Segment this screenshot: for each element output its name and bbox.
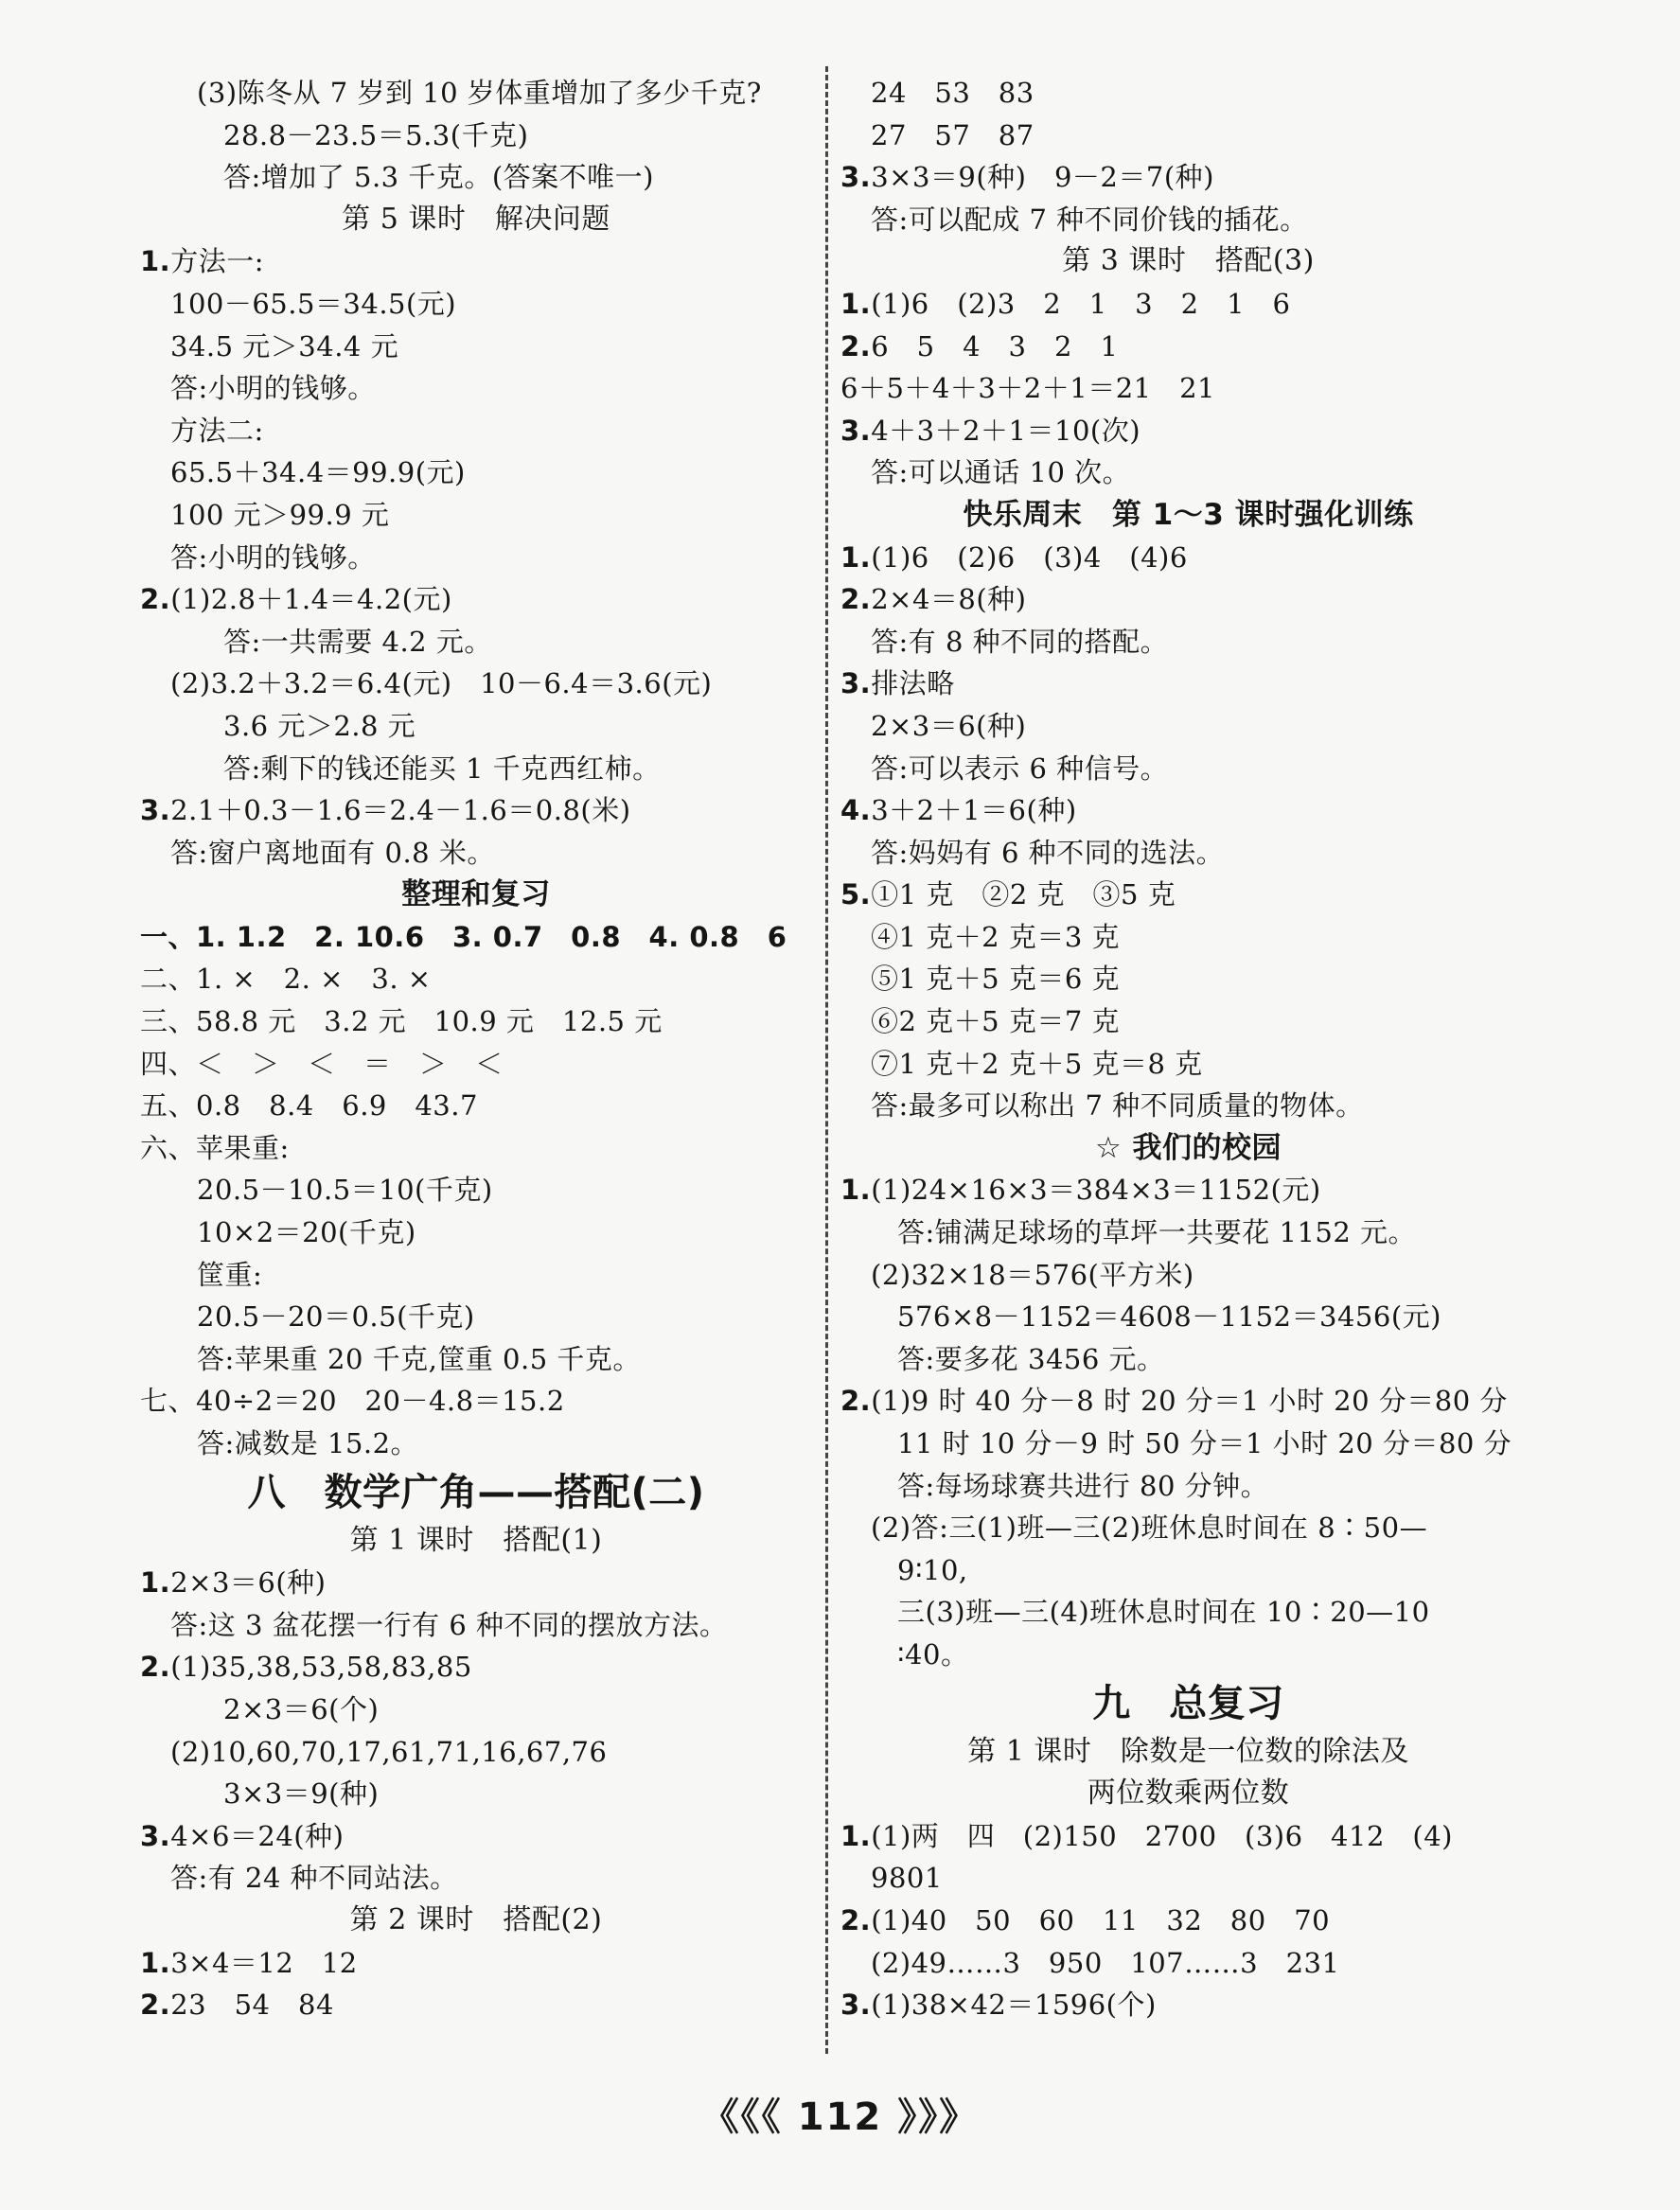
line-text: ④1 克＋2 克＝3 克 (871, 920, 1121, 953)
line-text: 100－65.5＝34.5(元) (170, 287, 457, 320)
line-text: 一、1. 1.2 2. 10.6 3. 0.7 0.8 4. 0.8 6 (140, 920, 787, 953)
line-text: ⑥2 克＋5 克＝7 克 (871, 1005, 1121, 1038)
line-text: 答:妈妈有 6 种不同的选法。 (871, 836, 1225, 869)
question-number: 2. (140, 1989, 171, 2022)
section-heading (840, 1773, 1536, 1815)
answer-line (140, 578, 812, 621)
answer-line (140, 72, 812, 115)
answer-line (840, 1942, 1536, 1985)
question-number: 2. (840, 583, 872, 616)
answer-line (140, 1254, 812, 1297)
line-text: 11 时 10 分－9 时 50 分＝1 小时 20 分＝80 分 (897, 1427, 1512, 1459)
answer-line (840, 1591, 1536, 1634)
answer-line (140, 916, 812, 959)
answer-line (140, 1942, 812, 1985)
line-text: 第 1 课时 搭配(1) (349, 1523, 603, 1557)
answer-line (840, 578, 1536, 621)
line-text: ☆ 我们的校园 (1094, 1130, 1282, 1165)
section-heading (140, 874, 812, 916)
line-text: 答:苹果重 20 千克,筐重 0.5 千克。 (197, 1342, 641, 1375)
answer-line (840, 1507, 1536, 1549)
answer-line (840, 1254, 1536, 1297)
line-text: 28.8－23.5＝5.3(千克) (223, 118, 529, 151)
line-text: 方法一: (170, 245, 264, 278)
line-text: 排法略 (871, 667, 955, 700)
line-text: 答:要多花 3456 元。 (897, 1342, 1165, 1375)
line-text: 34.5 元＞34.4 元 (170, 329, 399, 362)
answer-line (140, 156, 812, 199)
answer-line (840, 1465, 1536, 1508)
line-text: 4＋3＋2＋1＝10(次) (871, 414, 1141, 447)
line-text: (1)2.8＋1.4＝4.2(元) (170, 583, 452, 616)
answer-line (840, 1043, 1536, 1086)
line-text: 答:有 8 种不同的搭配。 (871, 625, 1169, 658)
line-text: 二、1. × 2. × 3. × (140, 963, 432, 996)
answer-line (840, 1815, 1536, 1858)
line-text: 快乐周末 第 1～3 课时强化训练 (963, 497, 1414, 532)
line-text: (1)9 时 40 分－8 时 20 分＝1 小时 20 分＝80 分 (871, 1385, 1508, 1418)
line-text: 两位数乘两位数 (1087, 1777, 1290, 1811)
line-text: 2×3＝6(种) (871, 709, 1027, 742)
answer-line (140, 1604, 812, 1647)
answer-line (840, 832, 1536, 875)
line-text: 10×2＝20(千克) (197, 1216, 416, 1249)
answer-line (140, 832, 812, 875)
question-number: 3. (840, 1989, 872, 2022)
answer-line (840, 1857, 1536, 1900)
line-text: 八 数学广角——搭配(二) (247, 1470, 705, 1514)
line-text: 方法二: (170, 414, 264, 447)
line-text: 100 元＞99.9 元 (170, 498, 390, 531)
question-number: 2. (140, 1651, 171, 1684)
line-text: (1)6 (2)3 2 1 3 2 1 6 (871, 287, 1291, 320)
section-heading (840, 240, 1536, 283)
line-text: 七、40÷2＝20 20－4.8＝15.2 (140, 1385, 565, 1418)
answer-line (840, 1380, 1536, 1423)
answer-line (840, 115, 1536, 157)
answer-line (140, 1127, 812, 1170)
line-text: ⑦1 克＋2 克＋5 克＝8 克 (871, 1047, 1203, 1080)
answer-line (140, 621, 812, 663)
line-text: (2)49……3 950 107……3 231 (871, 1946, 1340, 1979)
answer-line (140, 240, 812, 283)
answer-line (840, 451, 1536, 494)
answer-line (840, 705, 1536, 748)
line-text: 筐重: (197, 1258, 263, 1291)
answer-line (840, 1211, 1536, 1254)
line-text: 九 总复习 (1092, 1681, 1284, 1725)
line-text: 2×4＝8(种) (871, 583, 1027, 616)
question-number: 3. (840, 667, 872, 700)
line-text: (1)24×16×3＝384×3＝1152(元) (871, 1174, 1321, 1207)
line-text: ①1 克 ②2 克 ③5 克 (871, 878, 1176, 911)
line-text: (2)3.2＋3.2＝6.4(元) 10－6.4＝3.6(元) (170, 667, 713, 700)
line-text: 五、0.8 8.4 6.9 43.7 (140, 1089, 478, 1123)
question-number: 2. (840, 329, 872, 362)
line-text: 3＋2＋1＝6(种) (871, 794, 1077, 827)
answer-line (140, 1085, 812, 1127)
question-number: 3. (140, 1819, 171, 1852)
answer-line (840, 1338, 1536, 1381)
answer-line (840, 1000, 1536, 1043)
line-text: (2)32×18＝576(平方米) (871, 1258, 1194, 1291)
question-number: 3. (140, 794, 171, 827)
answer-line (140, 1773, 812, 1815)
line-text: 答:有 24 种不同站法。 (170, 1862, 458, 1895)
answer-line (140, 537, 812, 579)
answer-line (840, 72, 1536, 115)
line-text: (1)38×42＝1596(个) (871, 1989, 1157, 2022)
section-heading (840, 1731, 1536, 1774)
answer-line (140, 1423, 812, 1465)
line-text: (2)答:三(1)班—三(2)班休息时间在 8∶50— (871, 1512, 1428, 1545)
answer-line (840, 663, 1536, 705)
answer-line (140, 789, 812, 832)
right-column (840, 72, 1536, 2026)
answer-line (140, 283, 812, 326)
line-text: 答:最多可以称出 7 种不同质量的物体。 (871, 1089, 1364, 1123)
question-number: 4. (840, 794, 872, 827)
answer-line (140, 1815, 812, 1858)
answer-line (140, 410, 812, 452)
question-number: 1. (840, 287, 872, 320)
answer-line (140, 367, 812, 410)
answer-line (840, 283, 1536, 326)
line-text: (1)35,38,53,58,83,85 (170, 1651, 472, 1684)
line-text: 答:这 3 盆花摆一行有 6 种不同的摆放方法。 (170, 1608, 728, 1641)
question-number: 1. (840, 1174, 872, 1207)
question-number: 1. (140, 1566, 171, 1600)
answer-line (840, 748, 1536, 790)
answer-line (840, 1984, 1536, 2026)
line-text: ⑤1 克＋5 克＝6 克 (871, 963, 1121, 996)
question-number: 3. (840, 414, 872, 447)
answer-line (840, 1900, 1536, 1942)
answer-line (140, 1984, 812, 2026)
line-text: 9801 (871, 1862, 943, 1895)
line-text: 6＋5＋4＋3＋2＋1＝21 21 (840, 372, 1216, 405)
line-text: 答:增加了 5.3 千克。(答案不唯一) (223, 161, 654, 194)
line-text: 576×8－1152＝4608－1152＝3456(元) (897, 1300, 1441, 1334)
line-text: 答:可以配成 7 种不同价钱的插花。 (871, 203, 1308, 236)
line-text: 答:可以表示 6 种信号。 (871, 751, 1169, 785)
answer-line (140, 1731, 812, 1774)
answer-line (140, 451, 812, 494)
answer-line (140, 115, 812, 157)
line-text: 答:小明的钱够。 (170, 372, 376, 405)
answer-line (140, 1646, 812, 1688)
question-number: 3. (840, 161, 872, 194)
line-text: (1)两 四 (2)150 2700 (3)6 412 (4) (871, 1819, 1453, 1852)
line-text: 第 3 课时 搭配(3) (1062, 244, 1315, 278)
line-text: 答:每场球赛共进行 80 分钟。 (897, 1469, 1269, 1502)
left-column (140, 72, 812, 2026)
answer-line (140, 1000, 812, 1043)
question-number: 1. (840, 1819, 872, 1852)
line-text: 四、＜ ＞ ＜ ＝ ＞ ＜ (140, 1047, 504, 1080)
answer-line (840, 916, 1536, 959)
question-number: 1. (140, 245, 171, 278)
answer-line (840, 326, 1536, 368)
question-number: 2. (140, 583, 171, 616)
line-text: 3×3＝9(种) 9－2＝7(种) (871, 161, 1214, 194)
answer-line (140, 1043, 812, 1086)
answer-line (140, 326, 812, 368)
answer-line (840, 1423, 1536, 1465)
column-divider (825, 66, 828, 2054)
chapter-heading (140, 1465, 812, 1520)
answer-line (840, 156, 1536, 199)
line-text: 20.5－10.5＝10(千克) (197, 1174, 493, 1207)
line-text: 三、58.8 元 3.2 元 10.9 元 12.5 元 (140, 1005, 663, 1038)
question-number: 1. (140, 1946, 171, 1979)
question-number: 2. (840, 1385, 872, 1418)
answer-line (140, 705, 812, 748)
answer-line (140, 748, 812, 790)
chapter-heading (840, 1676, 1536, 1731)
line-text: 第 2 课时 搭配(2) (349, 1902, 603, 1936)
answer-line (840, 1085, 1536, 1127)
line-text: 2.1＋0.3－1.6＝2.4－1.6＝0.8(米) (170, 794, 631, 827)
answer-line (840, 410, 1536, 452)
line-text: 3×4＝12 12 (170, 1946, 358, 1979)
line-text: 三(3)班—三(4)班休息时间在 10∶20—10 (897, 1596, 1430, 1629)
line-text: 27 57 87 (871, 118, 1035, 151)
line-text: 答:减数是 15.2。 (197, 1427, 419, 1459)
answer-line (140, 1380, 812, 1423)
answer-line (840, 874, 1536, 916)
page-number-prefix: 《《《 (700, 2095, 783, 2139)
line-text: ∶40。 (897, 1637, 969, 1671)
line-text: 第 5 课时 解决问题 (342, 202, 610, 236)
answer-line (840, 1169, 1536, 1211)
answer-line (140, 1857, 812, 1900)
line-text: 答:一共需要 4.2 元。 (223, 625, 492, 658)
line-text: 2×3＝6(种) (170, 1566, 327, 1600)
answer-line (840, 1549, 1536, 1592)
line-text: 第 1 课时 除数是一位数的除法及 (967, 1734, 1409, 1768)
answer-line (140, 958, 812, 1000)
line-text: 23 54 84 (170, 1989, 334, 2022)
answer-line (140, 494, 812, 537)
line-text: (2)10,60,70,17,61,71,16,67,76 (170, 1735, 608, 1768)
question-number: 1. (840, 540, 872, 574)
answer-line (140, 1562, 812, 1604)
page-number-value: 112 (797, 2095, 883, 2139)
answer-line (840, 367, 1536, 410)
answer-line (140, 1296, 812, 1338)
answer-line (840, 1296, 1536, 1338)
line-text: 答:铺满足球场的草坪一共要花 1152 元。 (897, 1216, 1417, 1249)
answer-line (140, 1688, 812, 1731)
answer-line (840, 958, 1536, 1000)
line-text: 答:剩下的钱还能买 1 千克西红柿。 (223, 751, 661, 785)
section-heading (140, 1520, 812, 1563)
line-text: 6 5 4 3 2 1 (871, 329, 1119, 362)
question-number: 5. (840, 878, 872, 911)
line-text: 9∶10, (897, 1553, 968, 1586)
answer-line (840, 1634, 1536, 1676)
line-text: 整理和复习 (401, 877, 551, 912)
answer-line (840, 199, 1536, 241)
answer-line (140, 1169, 812, 1211)
line-text: (1)40 50 60 11 32 80 70 (871, 1903, 1331, 1936)
answer-line (840, 789, 1536, 832)
answer-line (140, 663, 812, 705)
line-text: (3)陈冬从 7 岁到 10 岁体重增加了多少千克? (197, 77, 762, 109)
section-heading (140, 1900, 812, 1942)
answer-line (140, 1338, 812, 1381)
line-text: (1)6 (2)6 (3)4 (4)6 (871, 540, 1188, 574)
line-text: 24 53 83 (871, 77, 1035, 109)
answer-line (140, 1211, 812, 1254)
page-number-suffix: 》》》 (897, 2095, 980, 2139)
section-heading (840, 1127, 1536, 1170)
line-text: 2×3＝6(个) (223, 1692, 380, 1725)
line-text: 答:窗户离地面有 0.8 米。 (170, 836, 495, 869)
line-text: 20.5－20＝0.5(千克) (197, 1300, 475, 1334)
section-heading (140, 199, 812, 241)
line-text: 答:可以通话 10 次。 (871, 456, 1131, 489)
answer-line (840, 621, 1536, 663)
line-text: 65.5＋34.4＝99.9(元) (170, 456, 466, 489)
line-text: 答:小明的钱够。 (170, 540, 376, 574)
line-text: 4×6＝24(种) (170, 1819, 345, 1852)
line-text: 3.6 元＞2.8 元 (223, 709, 416, 742)
section-heading (840, 494, 1536, 537)
line-text: 六、苹果重: (140, 1131, 290, 1164)
page-number (0, 2087, 1680, 2141)
question-number: 2. (840, 1903, 872, 1936)
line-text: 3×3＝9(种) (223, 1777, 380, 1811)
answer-line (840, 537, 1536, 579)
